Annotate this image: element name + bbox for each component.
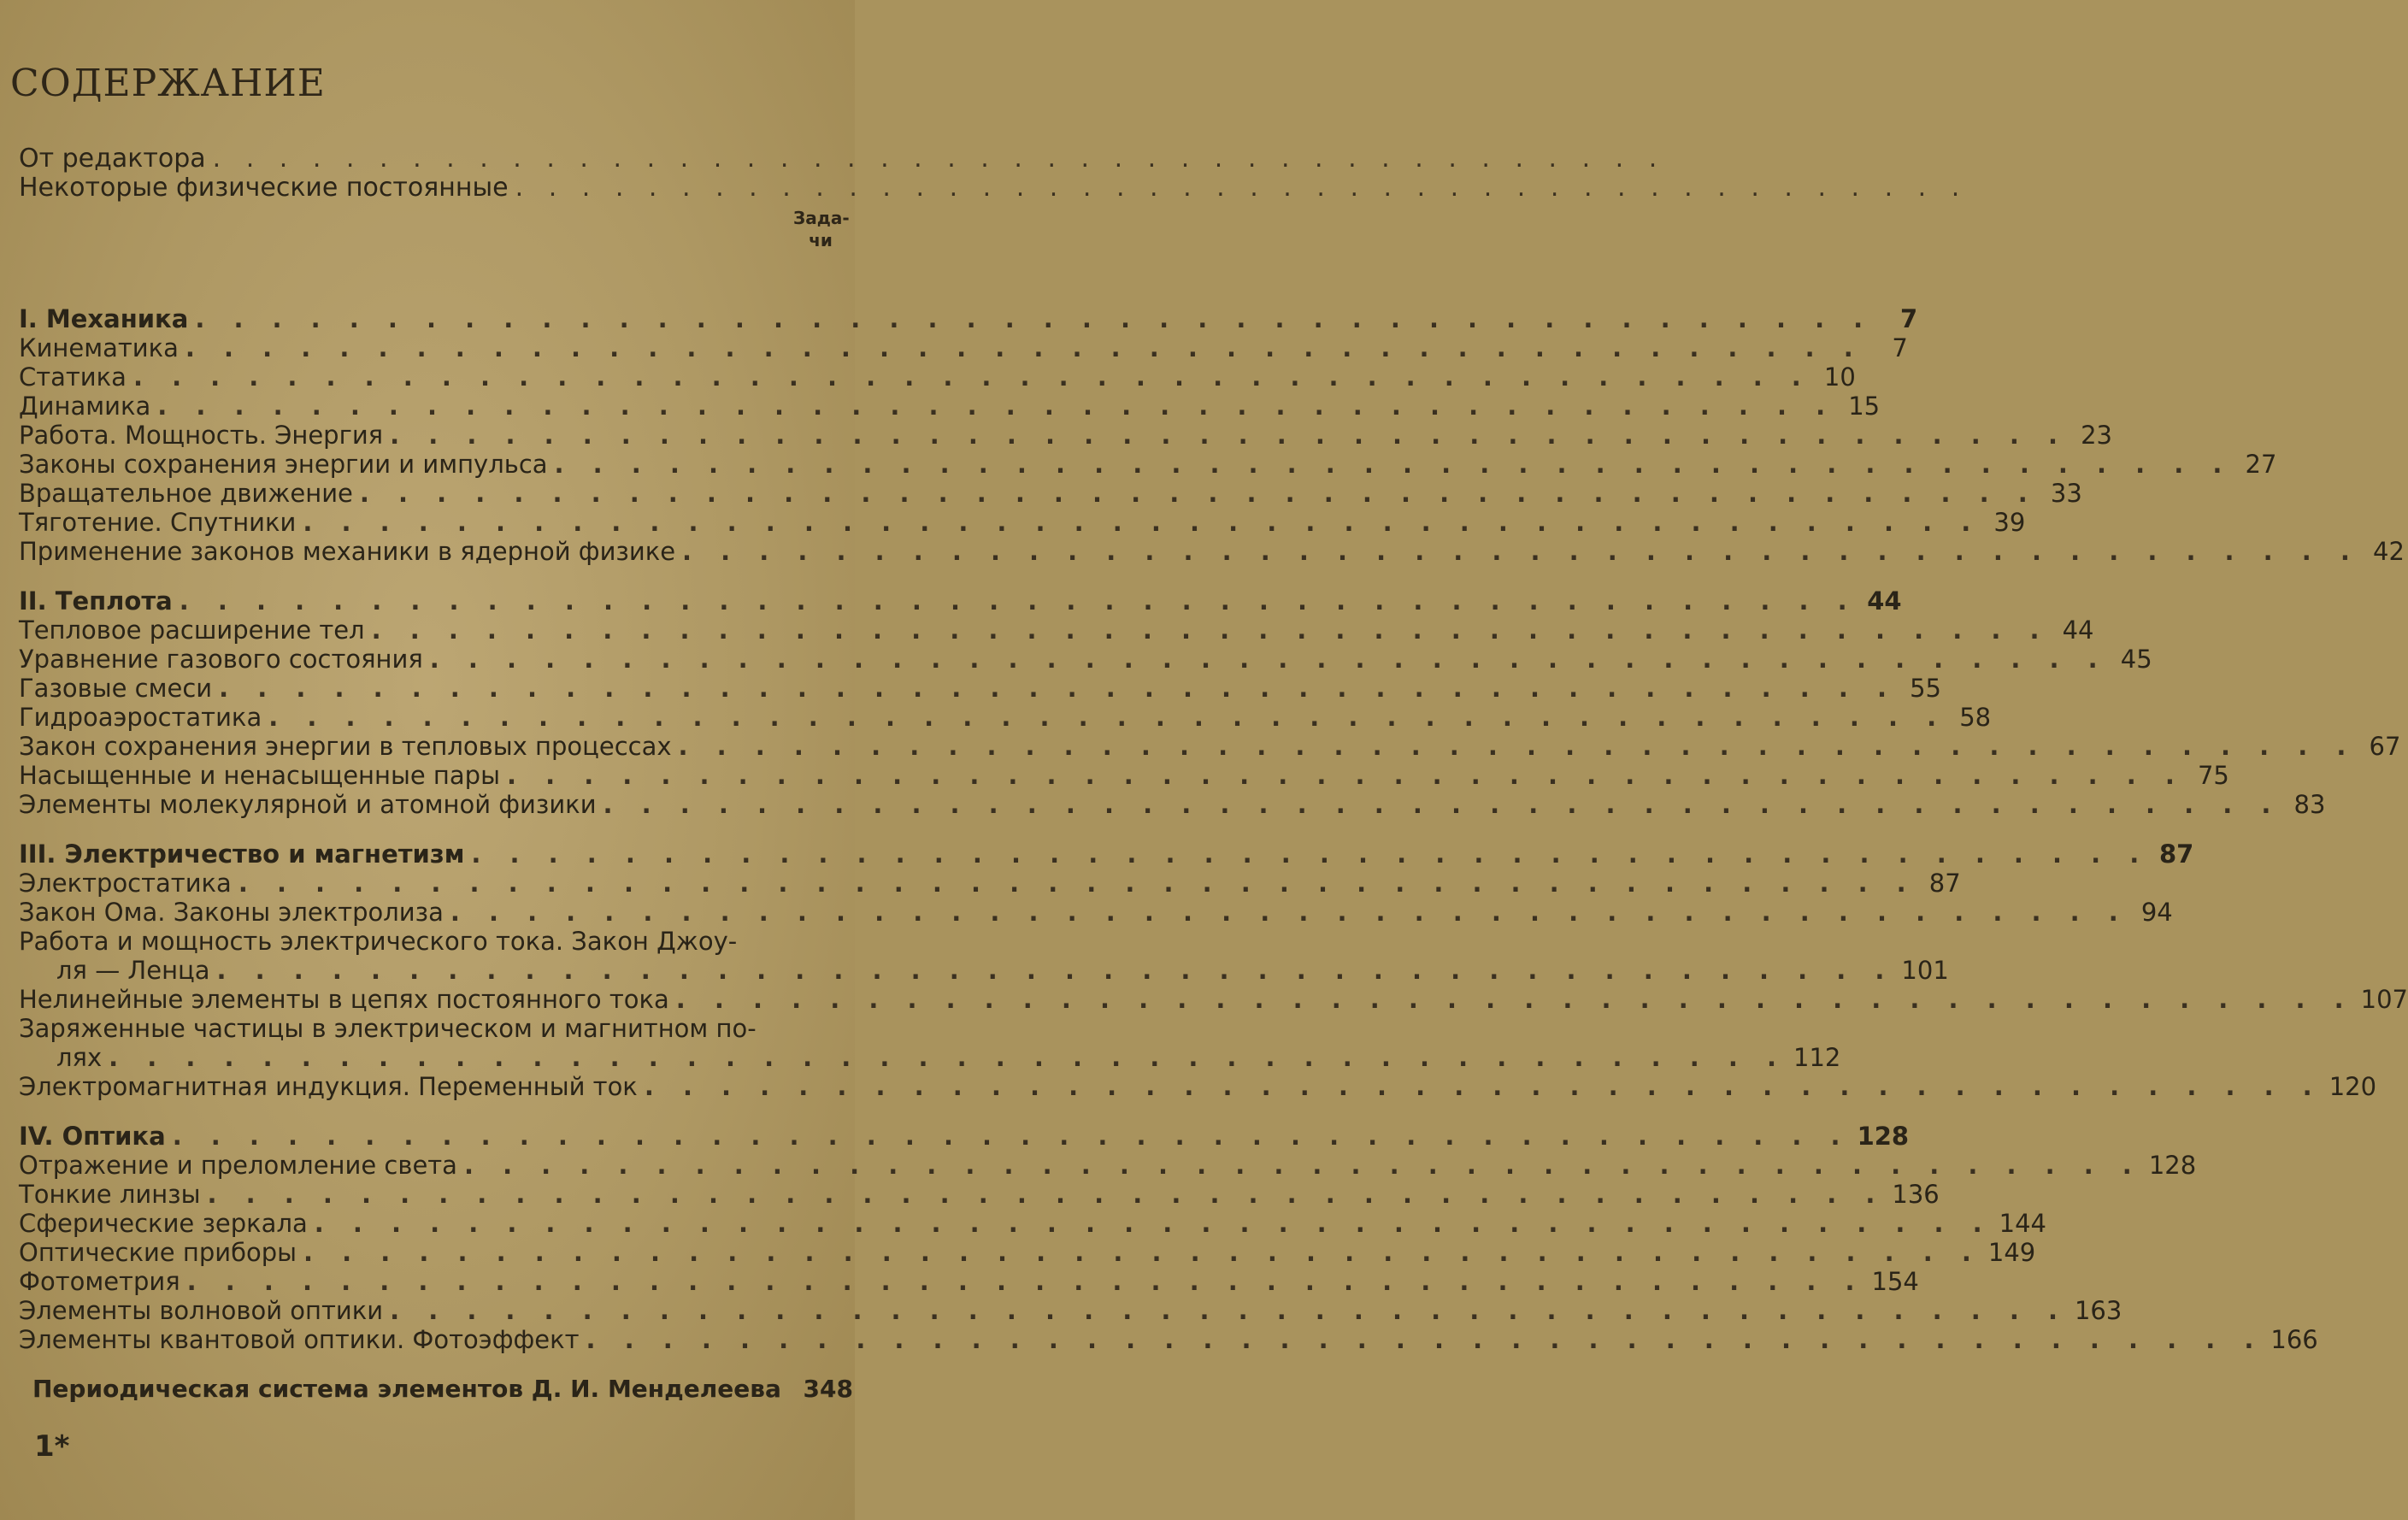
toc-entry (19, 421, 2112, 450)
toc-entry (19, 645, 2152, 674)
appendix-entry (32, 1375, 853, 1403)
page-number: 87 (2158, 840, 2194, 869)
toc-entry-label: Работа. Мощность. Энергия (19, 421, 384, 450)
page-number: 128 (1857, 1122, 1910, 1151)
page-number: 7 (1892, 333, 1908, 362)
leader-dots: . . . . . . . . . . . . . . . . . . . . . . . . . . . . . . . . . . . . . . . . . . . . (506, 761, 2185, 790)
front-matter-editor (19, 144, 1666, 174)
toc-entry-label: Насыщенные и ненасыщенные пары (19, 761, 500, 790)
page-number: 348 (803, 1375, 853, 1403)
toc-entry-label: Тепловое расширение тел (19, 616, 365, 645)
toc-entry (19, 1325, 2318, 1354)
page-number: 107 (2360, 985, 2408, 1014)
toc-entry-label: Электростатика (19, 869, 232, 898)
leader-dots: . . . . . . . . . . . . . . . . . . . . . . . . . . . . . . . . . . . . . . . . . . . . (429, 645, 2108, 674)
page-number: 154 (1871, 1267, 1919, 1296)
toc-entry-label: Фотометрия (19, 1267, 180, 1296)
leader-dots: . . . . . . . . . . . . . . . . . . . . . . . . . . . . . . . . . . . . . . . . . . . . (216, 956, 1895, 985)
toc-entry (19, 1296, 2122, 1325)
column-header-problems (793, 207, 848, 251)
leader-dots: . . . . . . . . . . . . . . . . . . . . . . . . . . . . . . . . . . . . . . . . . . . . (303, 1238, 1981, 1267)
leader-dots: . . . . . . . . . . . . . . . . . . . . . . . . . . . . . . . . . . . . . . . . . . . . (390, 1296, 2068, 1325)
toc-entry-label: Тяготение. Спутники (19, 508, 297, 537)
page-number: 7 (1900, 304, 1918, 333)
page-number: 44 (1867, 586, 1902, 616)
leader-dots: . . . . . . . . . . . . . . . . . . . . . . . . . . . . . . . . . . . . . . . . . . . . (371, 616, 2050, 645)
leader-dots: . . . . . . . . . . . . . . . . . . . . . . . . . . . . . . . . . . . . . . . . . . . . (157, 392, 1836, 421)
leader-dots: . . . . . . . . . . . . . . . . . . . . . . . . . . . . . . . . . . . . . . . . . . . . (212, 144, 1666, 174)
toc-entry-label: Электромагнитная индукция. Переменный ток (19, 1072, 638, 1101)
toc-entry (19, 1238, 2036, 1267)
leader-dots: . . . . . . . . . . . . . . . . . . . . . . . . . . . . . . . . . . . . . . . . . . . . (303, 508, 1981, 537)
toc-entry (19, 761, 2229, 790)
page-number: 58 (1959, 703, 1992, 732)
section-heading (19, 840, 2194, 869)
leader-dots: . . . . . . . . . . . . . . . . . . . . . . . . . . . . . . . . . . . . . . . . . . . . (675, 985, 2354, 1014)
page-number: 94 (2140, 898, 2173, 927)
toc-entry (19, 985, 2408, 1014)
toc-entry-line: Работа и мощность электрического тока. Закон Джоу- (19, 927, 738, 956)
column-header-line: чи (809, 230, 833, 250)
page-number: 163 (2074, 1296, 2122, 1325)
signature-mark: 1* (34, 1429, 70, 1464)
leader-dots: . . . . . . . . . . . . . . . . . . . . . . . . . . . . . . . . . . . . . . . . . . . . (179, 586, 1858, 616)
toc-entry (19, 1151, 2197, 1180)
page-number: 75 (2197, 761, 2229, 790)
toc-entry-label: III. Электричество и магнетизм (19, 840, 465, 869)
toc-entry-label: Тонкие линзы (19, 1180, 201, 1209)
page-number: 23 (2081, 421, 2112, 450)
leader-dots: . . . . . . . . . . . . . . . . . . . . . . . . . . . . . . . . . . . . . . . . . . . . (586, 1325, 2264, 1354)
toc-entry (19, 479, 2082, 508)
page-number: 15 (1848, 392, 1881, 421)
toc-entry-label: Сферические зеркала (19, 1209, 308, 1238)
toc-entry (19, 537, 2405, 566)
toc-entry (19, 898, 2173, 927)
page-number: 120 (2329, 1072, 2377, 1101)
toc-entry (19, 703, 1992, 732)
toc-entry-label: Оптические приборы (19, 1238, 297, 1267)
toc-entry (19, 450, 2277, 479)
toc-entry-label: Отражение и преломление света (19, 1151, 457, 1180)
page-number: 83 (2293, 790, 2326, 819)
leader-dots: . . . . . . . . . . . . . . . . . . . . . . . . . . . . . . . . . . . . . . . . . . . . (471, 840, 2150, 869)
toc-entry-label: IV. Оптика (19, 1122, 166, 1151)
page-number: 44 (2062, 616, 2094, 645)
leader-dots: . . . . . . . . . . . . . . . . . . . . . . . . . . . . . . . . . . . . . . . . . . . . (109, 1043, 1787, 1072)
toc-entry-label: Динамика (19, 392, 151, 421)
leader-dots: . . . . . . . . . . . . . . . . . . . . . . . . . . . . . . . . . . . . . . . . . . . . (644, 1072, 2323, 1101)
section-heading (19, 586, 1902, 616)
front-matter-constants (19, 173, 1969, 203)
toc-entry-label: Вращательное движение (19, 479, 353, 508)
leader-dots: . . . . . . . . . . . . . . . . . . . . . . . . . . . . . . . . . . . . . . . . . . . . (450, 898, 2128, 927)
toc-entry (19, 333, 1908, 362)
column-header-line: Зада- (793, 208, 850, 228)
toc-entry-label: Элементы квантовой оптики. Фотоэффект (19, 1325, 580, 1354)
toc-entry (19, 1180, 1940, 1209)
toc-entry (19, 362, 1856, 392)
toc-entry (19, 392, 1881, 421)
toc-entry (19, 790, 2326, 819)
page-number: 33 (2050, 479, 2082, 508)
toc-entry-label: лях (56, 1043, 103, 1072)
toc-entry-label: Газовые смеси (19, 674, 213, 703)
page-number: 10 (1823, 362, 1856, 392)
page-number: 101 (1901, 956, 1949, 985)
toc-entry-label: Уравнение газового состояния (19, 645, 423, 674)
toc-entry-line: Заряженные частицы в электрическом и магнитном по- (19, 1014, 757, 1043)
leader-dots: . . . . . . . . . . . . . . . . . . . . . . . . . . . . . . . . . . . . . . . . . . . . (195, 304, 1874, 333)
toc-entry-label: Закон сохранения энергии в тепловых процессах (19, 732, 672, 761)
page-number: 39 (1993, 508, 2026, 537)
page-number: 166 (2270, 1325, 2318, 1354)
leader-dots: . . . . . . . . . . . . . . . . . . . . . . . . . . . . . . . . . . . . . . . . . . . . (554, 450, 2233, 479)
front-matter-label: От редактора (19, 144, 206, 174)
leader-dots: . . . . . . . . . . . . . . . . . . . . . . . . . . . . . . . . . . . . . . . . . . . . (207, 1180, 1886, 1209)
toc-entry-label: Нелинейные элементы в цепях постоянного тока (19, 985, 669, 1014)
toc-entry (19, 674, 1941, 703)
page-number: 144 (1999, 1209, 2046, 1238)
toc-entry-label: Закон Ома. Законы электролиза (19, 898, 444, 927)
leader-dots: . . . . . . . . . . . . . . . . . . . . . . . . . . . . . . . . . . . . . . . . . . . . (463, 1151, 2142, 1180)
toc-entry-label: Гидроаэростатика (19, 703, 262, 732)
page-number: 27 (2245, 450, 2277, 479)
page-number: 149 (1987, 1238, 2036, 1267)
leader-dots: . . . . . . . . . . . . . . . . . . . . . . . . . . . . . . . . . . . . . . . . . . . . (238, 869, 1916, 898)
page-number: 128 (2148, 1151, 2197, 1180)
leader-dots: . . . . . . . . . . . . . . . . . . . . . . . . . . . . . . . . . . . . . . . . . . . . (186, 1267, 1865, 1296)
page-number: 112 (1793, 1043, 1841, 1072)
leader-dots: . . . . . . . . . . . . . . . . . . . . . . . . . . . . . . . . . . . . . . . . . . . . (185, 333, 1863, 362)
toc-entry-label: I. Механика (19, 304, 189, 333)
leader-dots: . . . . . . . . . . . . . . . . . . . . . . . . . . . . . . . . . . . . . . . . . . . . (682, 537, 2360, 566)
page-number: 136 (1892, 1180, 1940, 1209)
toc-entry (19, 1072, 2377, 1101)
toc-entry (19, 1209, 2046, 1238)
toc-entry-label: Элементы молекулярной и атомной физики (19, 790, 597, 819)
appendix-label: Периодическая система элементов Д. И. Менделеева (32, 1375, 781, 1403)
toc-entry-label: ля — Ленца (56, 956, 210, 985)
toc-entry-label: Кинематика (19, 333, 179, 362)
page-number: 87 (1928, 869, 1961, 898)
toc-entry-label: Элементы волновой оптики (19, 1296, 384, 1325)
toc-entry (19, 732, 2401, 761)
page-number: 67 (2369, 732, 2401, 761)
toc-entry-label: Статика (19, 362, 127, 392)
toc-entry-label: Применение законов механики в ядерной физике (19, 537, 676, 566)
toc-entry (19, 1267, 1919, 1296)
leader-dots: . . . . . . . . . . . . . . . . . . . . . . . . . . . . . . . . . . . . . . . . . . . . (515, 173, 1969, 203)
table-of-contents (19, 304, 2408, 1354)
page-number: 42 (2373, 537, 2405, 566)
section-heading (19, 1122, 1910, 1151)
leader-dots: . . . . . . . . . . . . . . . . . . . . . . . . . . . . . . . . . . . . . . . . . . . . (268, 703, 1947, 732)
toc-entry-label: Законы сохранения энергии и импульса (19, 450, 548, 479)
leader-dots: . . . . . . . . . . . . . . . . . . . . . . . . . . . . . . . . . . . . . . . . . . . . (603, 790, 2281, 819)
leader-dots: . . . . . . . . . . . . . . . . . . . . . . . . . . . . . . . . . . . . . . . . . . . . (219, 674, 1897, 703)
leader-dots: . . . . . . . . . . . . . . . . . . . . . . . . . . . . . . . . . . . . . . . . . . . . (172, 1122, 1851, 1151)
toc-entry (19, 956, 1949, 985)
toc-entry-label: II. Теплота (19, 586, 173, 616)
leader-dots: . . . . . . . . . . . . . . . . . . . . . . . . . . . . . . . . . . . . . . . . . . . . (390, 421, 2068, 450)
toc-entry (19, 508, 2026, 537)
toc-entry (19, 1043, 1841, 1072)
leader-dots: . . . . . . . . . . . . . . . . . . . . . . . . . . . . . . . . . . . . . . . . . . . . (314, 1209, 1993, 1238)
toc-entry (19, 616, 2094, 645)
page-number: 45 (2120, 645, 2152, 674)
page-number: 55 (1910, 674, 1941, 703)
contents-title: СОДЕРЖАНИЕ (10, 62, 326, 105)
leader-dots: . . . . . . . . . . . . . . . . . . . . . . . . . . . . . . . . . . . . . . . . . . . . (359, 479, 2038, 508)
leader-dots: . . . . . . . . . . . . . . . . . . . . . . . . . . . . . . . . . . . . . . . . . . . . (678, 732, 2357, 761)
leader-dots: . . . . . . . . . . . . . . . . . . . . . . . . . . . . . . . . . . . . . . . . . . . . (132, 362, 1811, 392)
front-matter-label: Некоторые физические постоянные (19, 173, 509, 203)
toc-entry (19, 869, 1961, 898)
section-heading (19, 304, 1918, 333)
